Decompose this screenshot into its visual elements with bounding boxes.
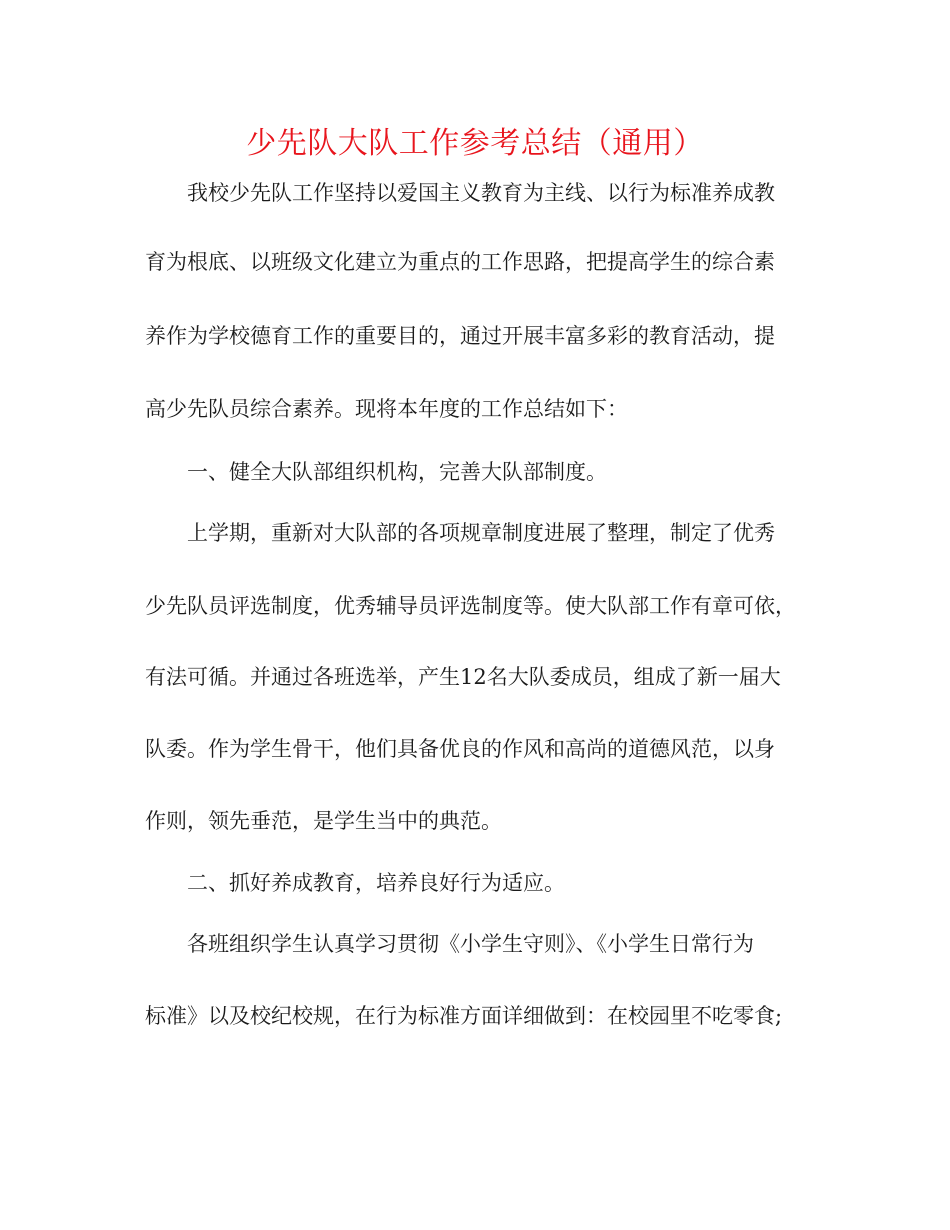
paragraph-line: 作则，领先垂范，是学生当中的典范。 [145, 809, 502, 833]
paragraph-line: 少先队员评选制度，优秀辅导员评选制度等。使大队部工作有章可依， [145, 594, 796, 618]
paragraph-line: 养作为学校德育工作的重要目的，通过开展丰富多彩的教育活动，提 [145, 324, 775, 348]
paragraph-line: 高少先队员综合素养。现将本年度的工作总结如下： [145, 397, 628, 421]
paragraph-line: 我校少先队工作坚持以爱国主义教育为主线、以行为标准养成教 [187, 181, 775, 205]
paragraph-line: 各班组织学生认真学习贯彻《小学生守则》、《小学生日常行为 [187, 932, 754, 956]
document-title: 少先队大队工作参考总结（通用） [246, 126, 704, 161]
section-heading: 一、健全大队部组织机构，完善大队部制度。 [187, 460, 607, 484]
paragraph-line: 有法可循。并通过各班选举，产生12名大队委成员，组成了新一届大 [145, 665, 781, 689]
paragraph-line: 育为根底、以班级文化建立为重点的工作思路，把提高学生的综合素 [145, 250, 775, 274]
paragraph-line: 标准》以及校纪校规，在行为标准方面详细做到：在校园里不吃零食; [145, 1004, 783, 1028]
section-heading: 二、抓好养成教育，培养良好行为适应。 [187, 871, 565, 895]
paragraph-line: 队委。作为学生骨干，他们具备优良的作风和高尚的道德风范，以身 [145, 737, 775, 761]
paragraph-line: 上学期，重新对大队部的各项规章制度进展了整理，制定了优秀 [187, 521, 775, 545]
